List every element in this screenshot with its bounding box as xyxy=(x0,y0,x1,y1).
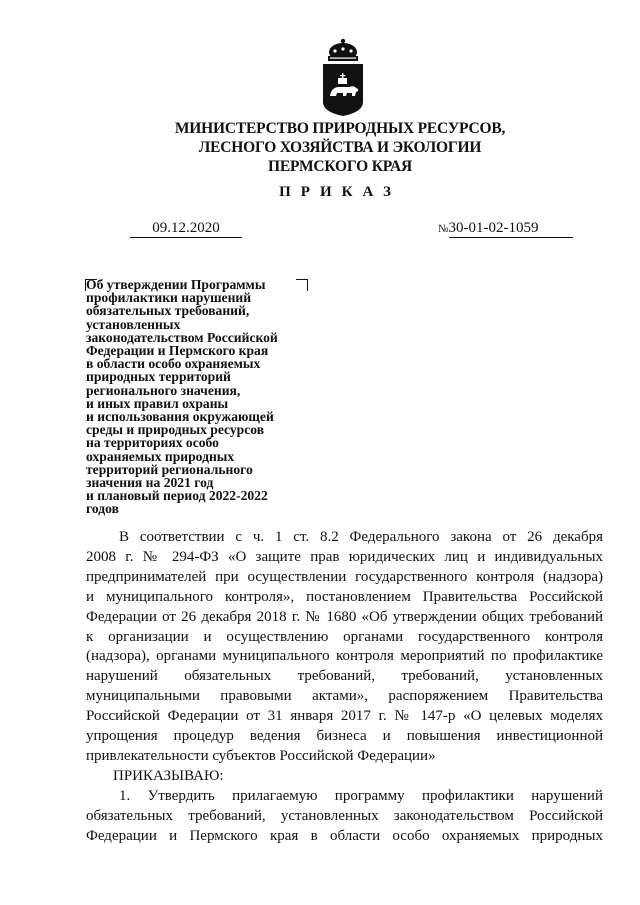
subject-line: в области особо охраняемых xyxy=(86,356,261,372)
item1-line: 1. Утвердить прилагаемую программу профилактики нарушений xyxy=(119,787,603,804)
subject-line: Федерации и Пермского края xyxy=(86,343,269,359)
preamble-line: Федерации от 26 декабря 2018 г. № 1680 «Об утверждении общих требований xyxy=(86,608,603,625)
ministry-name xyxy=(150,119,530,176)
order-date: 09.12.2020 xyxy=(130,219,242,238)
subject-line: и иных правил охраны xyxy=(86,395,229,411)
subject-line: значения на 2021 год xyxy=(86,475,214,491)
perm-krai-coat-of-arms-icon xyxy=(318,38,368,118)
subject-line: природных территорий xyxy=(86,369,231,385)
order-number: 30-01-02-1059 xyxy=(449,219,573,238)
subject-line: территорий регионального xyxy=(86,461,253,477)
item1-line: обязательных требований, установленных законодательством Российской xyxy=(86,807,603,824)
preamble-line: упрощения процедур ведения бизнеса и повышения инвестиционной xyxy=(86,728,603,745)
ministry-line: ПЕРМСКОГО КРАЯ xyxy=(267,158,413,175)
order-subject xyxy=(86,278,326,516)
subject-line: и использования окружающей xyxy=(86,409,274,425)
preamble-line: муниципальными правовыми актами», распоряжением Правительства xyxy=(86,688,603,705)
preamble-line: (надзора), органами муниципального контроля мероприятий по профилактике xyxy=(86,648,603,665)
subject-line: на территориях особо xyxy=(86,435,219,451)
subject-line: установленных xyxy=(86,316,181,332)
ministry-line: МИНИСТЕРСТВО ПРИРОДНЫХ РЕСУРСОВ, xyxy=(174,120,506,137)
preamble-line: Российской Федерации от 31 января 2017 г. № 147-р «О целевых моделях xyxy=(86,708,603,725)
order-number-field xyxy=(438,219,573,238)
number-sign: № xyxy=(438,223,449,235)
preamble-line: предпринимателей при осуществлении государственного контроля (надзора) xyxy=(86,568,603,585)
subject-line: законодательством Российской xyxy=(86,329,278,345)
subject-line: охраняемых природных xyxy=(86,448,235,464)
preamble-line: к организации и осуществлению органами государственного контроля xyxy=(86,628,603,645)
preamble-line: привлекательности субъектов Российской Федерации» xyxy=(86,747,436,764)
subject-line: регионального значения, xyxy=(86,382,241,398)
order-body xyxy=(86,528,603,847)
preamble-line: и муниципального контроля», постановлением Правительства Российской xyxy=(86,588,603,605)
subject-line: и плановый период 2022-2022 xyxy=(86,488,268,504)
subject-line: среды и природных ресурсов xyxy=(86,422,265,438)
order-directive: ПРИКАЗЫВАЮ: xyxy=(113,767,224,784)
preamble-line: В соответствии с ч. 1 ст. 8.2 Федерального закона от 26 декабря xyxy=(119,529,603,545)
subject-line: годов xyxy=(86,501,119,517)
item1-line: Федерации и Пермского края в области особо охраняемых природных xyxy=(86,827,603,844)
ministry-line: ЛЕСНОГО ХОЗЯЙСТВА И ЭКОЛОГИИ xyxy=(198,139,482,156)
subject-line: Об утверждении Программы xyxy=(86,277,266,292)
preamble-line: 2008 г. № 294-ФЗ «О защите прав юридических лиц и индивидуальных xyxy=(86,548,603,565)
preamble-line: нарушений обязательных требований, требований, установленных xyxy=(86,668,603,685)
subject-line: профилактики нарушений xyxy=(86,290,252,306)
doc-type-title: ПРИКАЗ xyxy=(279,184,401,200)
subject-line: обязательных требований, xyxy=(86,303,250,319)
